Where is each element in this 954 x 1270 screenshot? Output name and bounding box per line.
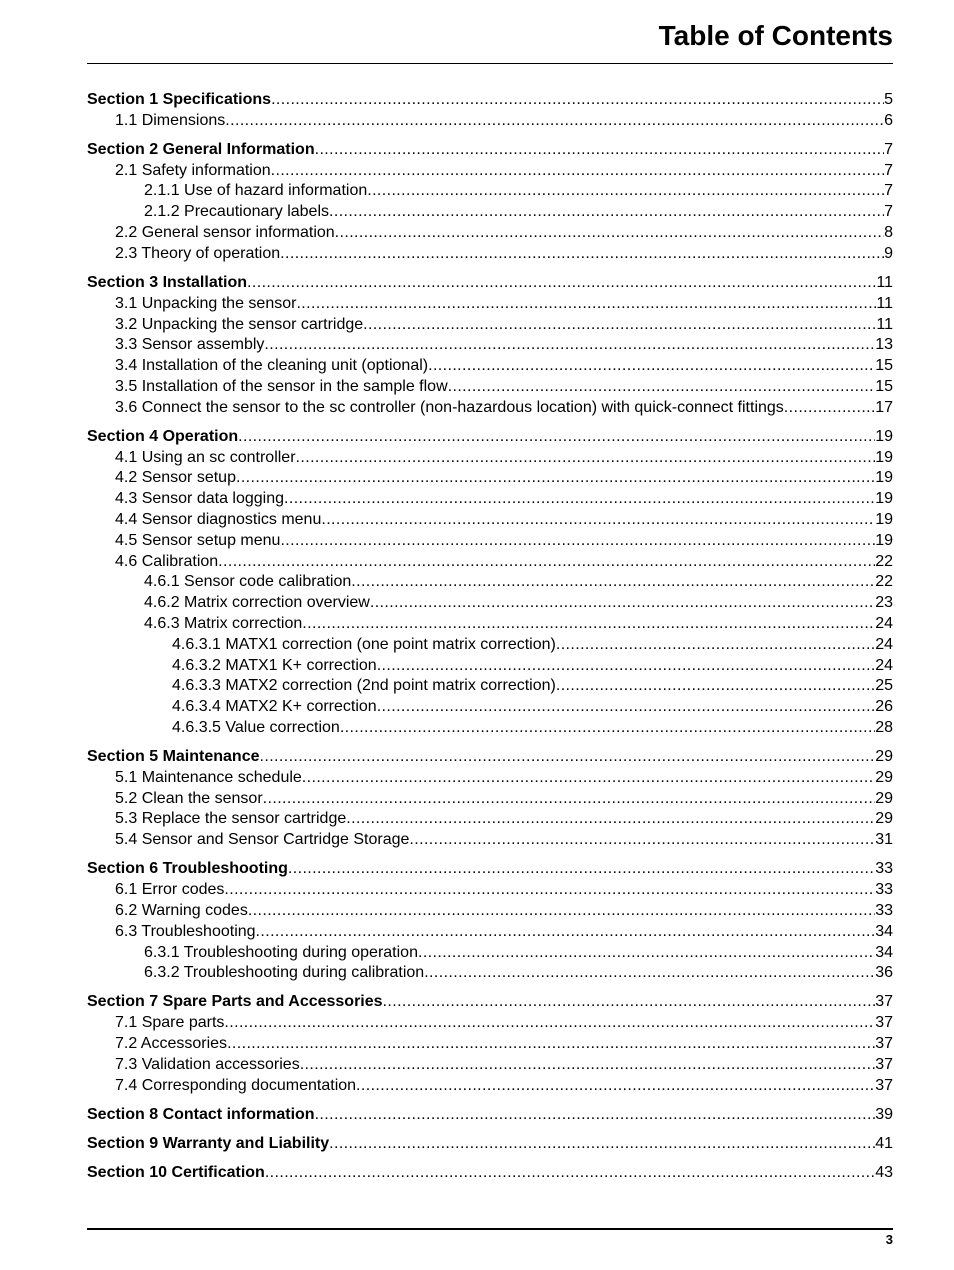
toc-entry-label: 1.1 Dimensions: [115, 111, 226, 129]
toc-entry-page: 29: [875, 789, 893, 807]
toc-entry-page: 6: [884, 111, 893, 129]
toc-entry-page: 36: [875, 964, 893, 982]
toc-entry-label: 4.6.3.4 MATX2 K+ correction: [172, 698, 377, 716]
toc-entry-label: 4.6.3 Matrix correction: [144, 615, 303, 633]
toc-entry-page: 29: [875, 748, 893, 766]
toc-entry-label: 4.3 Sensor data logging: [115, 490, 285, 508]
toc-entry-label: Section 10 Certification: [87, 1163, 265, 1181]
toc-entry[interactable]: [87, 614, 893, 635]
dot-leader: [288, 859, 875, 880]
toc-section-group: [87, 747, 893, 851]
toc-entry-label: 7.2 Accessories: [115, 1035, 228, 1053]
toc-section-group: [87, 992, 893, 1096]
toc-entry-page: 37: [875, 1055, 893, 1073]
toc-entry[interactable]: [87, 356, 893, 377]
dot-leader: [265, 1163, 875, 1184]
footer-divider: [87, 1228, 893, 1230]
page-number: 3: [885, 1232, 893, 1247]
toc-entry-label: 3.2 Unpacking the sensor cartridge: [115, 315, 364, 333]
toc-entry[interactable]: [87, 111, 893, 132]
dot-leader: [238, 427, 875, 448]
toc-entry-page: 22: [875, 552, 893, 570]
toc-entry-label: 3.3 Sensor assembly: [115, 336, 265, 354]
toc-entry-label: Section 2 General Information: [87, 140, 315, 158]
toc-section-group: [87, 90, 893, 132]
toc-entry[interactable]: [87, 656, 893, 677]
toc-entry-label: Section 4 Operation: [87, 427, 239, 445]
toc-entry-label: 4.6.3.3 MATX2 correction (2nd point matrix correction): [172, 677, 556, 695]
dot-leader: [377, 697, 876, 718]
toc-entry-label: 6.3 Troubleshooting: [115, 922, 256, 940]
toc-entry-page: 33: [875, 901, 893, 919]
toc-entry-page: 24: [875, 635, 893, 653]
toc-entry-page: 17: [875, 398, 893, 416]
toc-entry-page: 11: [876, 294, 893, 312]
toc-section-entry[interactable]: [87, 992, 893, 1013]
toc-entry[interactable]: [87, 593, 893, 614]
toc-section-entry[interactable]: [87, 273, 893, 294]
dot-leader: [247, 273, 876, 294]
toc-entry-label: Section 1 Specifications: [87, 91, 272, 108]
dot-leader: [351, 572, 875, 593]
toc-entry-page: 25: [875, 677, 893, 695]
toc-entry[interactable]: [87, 223, 893, 244]
toc-entry-page: 19: [875, 531, 893, 549]
dot-leader: [256, 922, 876, 943]
toc-entry-page: 19: [875, 469, 893, 487]
toc-entry-page: 5: [884, 91, 893, 108]
dot-leader: [377, 656, 876, 677]
toc-entry-page: 15: [875, 357, 893, 375]
toc-entry-label: Section 9 Warranty and Liability: [87, 1134, 330, 1152]
toc-entry-page: 7: [884, 182, 893, 200]
dot-leader: [448, 377, 876, 398]
toc-entry-page: 11: [876, 315, 893, 333]
toc-section-entry[interactable]: [87, 1134, 893, 1155]
dot-leader: [271, 161, 884, 182]
toc-entry-page: 19: [875, 511, 893, 529]
toc-entry-label: 3.5 Installation of the sensor in the sample flow: [115, 377, 448, 395]
toc-entry-label: 6.2 Warning codes: [115, 901, 248, 919]
toc-entry-page: 7: [884, 140, 893, 158]
page-title: Table of Contents: [658, 20, 893, 51]
toc-entry[interactable]: [87, 315, 893, 336]
dot-leader: [428, 356, 875, 377]
toc-section-entry[interactable]: [87, 747, 893, 768]
dot-leader: [424, 963, 875, 984]
toc-entry[interactable]: [87, 830, 893, 851]
dot-leader: [296, 448, 876, 469]
toc-entry-label: 3.1 Unpacking the sensor: [115, 294, 297, 312]
toc-entry-label: Section 7 Spare Parts and Accessories: [87, 993, 383, 1011]
dot-leader: [418, 943, 875, 964]
toc-entry[interactable]: [87, 1055, 893, 1076]
toc-entry-label: 6.3.1 Troubleshooting during operation: [144, 943, 418, 961]
toc-entry[interactable]: [87, 768, 893, 789]
toc-entry-page: 9: [884, 244, 893, 262]
toc-entry-label: 7.4 Corresponding documentation: [115, 1076, 357, 1094]
toc-entry[interactable]: [87, 335, 893, 356]
toc-entry[interactable]: [87, 880, 893, 901]
toc-entry[interactable]: [87, 244, 893, 265]
toc-entry-label: 4.2 Sensor setup: [115, 469, 236, 487]
dot-leader: [340, 718, 875, 739]
dot-leader: [224, 880, 875, 901]
toc-entry-label: 3.4 Installation of the cleaning unit (optional): [115, 357, 429, 375]
dot-leader: [315, 140, 884, 161]
dot-leader: [346, 809, 875, 830]
toc-entry[interactable]: [87, 901, 893, 922]
dot-leader: [321, 510, 875, 531]
toc-entry[interactable]: [87, 809, 893, 830]
toc-entry[interactable]: [87, 697, 893, 718]
toc-entry-label: 3.6 Connect the sensor to the sc controller (non-hazardous location) with quick-connect fittings: [115, 398, 784, 416]
toc-entry-label: 6.1 Error codes: [115, 881, 225, 899]
dot-leader: [367, 181, 884, 202]
toc-entry-page: 24: [875, 656, 893, 674]
toc-section-group: [87, 1134, 893, 1155]
dot-leader: [302, 768, 875, 789]
toc-entry-label: Section 8 Contact information: [87, 1105, 315, 1123]
toc-entry[interactable]: [87, 922, 893, 943]
toc-entry-label: 4.6.3.2 MATX1 K+ correction: [172, 656, 377, 674]
toc-entry[interactable]: [87, 294, 893, 315]
dot-leader: [363, 315, 876, 336]
toc-entry-label: 7.1 Spare parts: [115, 1014, 225, 1032]
dot-leader: [280, 531, 875, 552]
toc-entry[interactable]: [87, 531, 893, 552]
toc-entry-page: 26: [875, 698, 893, 716]
toc-entry[interactable]: [87, 718, 893, 739]
toc-entry-label: 4.6.1 Sensor code calibration: [144, 573, 352, 591]
dot-leader: [280, 244, 884, 265]
toc-entry[interactable]: [87, 489, 893, 510]
dot-leader: [409, 830, 875, 851]
dot-leader: [248, 901, 875, 922]
toc-section-entry[interactable]: [87, 427, 893, 448]
dot-leader: [296, 294, 876, 315]
dot-leader: [329, 1134, 875, 1155]
toc-section-entry[interactable]: [87, 90, 893, 111]
toc-entry-page: 7: [884, 203, 893, 221]
toc-entry-page: 37: [875, 993, 893, 1011]
toc-entry-page: 7: [884, 161, 893, 179]
dot-leader: [260, 747, 876, 768]
toc-entry-label: 2.1.1 Use of hazard information: [144, 182, 368, 200]
header-divider: [87, 63, 893, 64]
toc-entry-label: 4.6.3.5 Value correction: [172, 719, 340, 736]
toc-entry[interactable]: [87, 398, 893, 419]
toc-entry[interactable]: [87, 448, 893, 469]
toc-entry[interactable]: [87, 468, 893, 489]
toc-entry-page: 15: [875, 377, 893, 395]
table-of-contents: [87, 90, 893, 1192]
toc-entry-page: 33: [875, 881, 893, 899]
toc-entry-page: 34: [875, 922, 893, 940]
toc-entry[interactable]: [87, 1013, 893, 1034]
toc-section-entry[interactable]: [87, 1163, 893, 1184]
toc-section-entry[interactable]: [87, 140, 893, 161]
toc-entry-label: Section 5 Maintenance: [87, 748, 260, 766]
toc-entry[interactable]: [87, 572, 893, 593]
toc-entry-page: 41: [875, 1134, 893, 1152]
toc-entry-page: 23: [875, 594, 893, 612]
toc-entry-label: 6.3.2 Troubleshooting during calibration: [144, 964, 425, 982]
toc-entry-label: 5.2 Clean the sensor: [115, 789, 263, 807]
toc-entry-label: Section 6 Troubleshooting: [87, 860, 288, 878]
toc-entry-label: 4.6.3.1 MATX1 correction (one point matrix correction): [172, 635, 556, 653]
dot-leader: [302, 614, 875, 635]
toc-section-group: [87, 859, 893, 984]
toc-entry-label: 4.1 Using an sc controller: [115, 448, 296, 466]
toc-entry-label: 4.6.2 Matrix correction overview: [144, 594, 370, 612]
toc-section-entry[interactable]: [87, 859, 893, 880]
dot-leader: [225, 111, 884, 132]
toc-entry-label: 5.4 Sensor and Sensor Cartridge Storage: [115, 831, 410, 849]
dot-leader: [227, 1034, 875, 1055]
toc-entry[interactable]: [87, 676, 893, 697]
toc-entry-label: 7.3 Validation accessories: [115, 1055, 300, 1073]
toc-entry[interactable]: [87, 1034, 893, 1055]
toc-section-entry[interactable]: [87, 1105, 893, 1126]
dot-leader: [370, 593, 875, 614]
dot-leader: [271, 90, 884, 111]
toc-entry[interactable]: [87, 377, 893, 398]
dot-leader: [383, 992, 876, 1013]
toc-entry-label: 2.1 Safety information: [115, 161, 271, 179]
toc-entry-label: 4.6 Calibration: [115, 552, 219, 570]
toc-entry[interactable]: [87, 963, 893, 984]
toc-entry-page: 22: [875, 573, 893, 591]
dot-leader: [335, 223, 884, 244]
toc-entry-page: 8: [884, 224, 893, 242]
toc-entry-label: 4.5 Sensor setup menu: [115, 531, 281, 549]
toc-entry-page: 37: [875, 1014, 893, 1032]
toc-entry-page: 19: [875, 427, 893, 445]
dot-leader: [224, 1013, 875, 1034]
toc-entry-page: 24: [875, 615, 893, 633]
dot-leader: [284, 489, 875, 510]
toc-entry-label: 2.3 Theory of operation: [115, 244, 281, 262]
toc-entry[interactable]: [87, 789, 893, 810]
dot-leader: [556, 676, 875, 697]
toc-section-group: [87, 273, 893, 419]
dot-leader: [315, 1105, 876, 1126]
toc-entry-page: 33: [875, 860, 893, 878]
toc-entry-page: 37: [875, 1076, 893, 1094]
toc-entry-page: 19: [875, 448, 893, 466]
toc-entry-label: 2.2 General sensor information: [115, 224, 335, 242]
dot-leader: [218, 552, 875, 573]
toc-entry-page: 19: [875, 490, 893, 508]
toc-entry-page: 31: [875, 831, 893, 849]
toc-entry-page: 29: [875, 810, 893, 828]
toc-entry-label: 4.4 Sensor diagnostics menu: [115, 511, 322, 529]
toc-entry-page: 43: [875, 1163, 893, 1181]
toc-entry[interactable]: [87, 161, 893, 182]
toc-entry-page: 11: [876, 273, 893, 291]
toc-entry-page: 39: [875, 1105, 893, 1123]
dot-leader: [263, 789, 876, 810]
toc-entry[interactable]: [87, 202, 893, 223]
dot-leader: [784, 398, 875, 419]
toc-entry[interactable]: [87, 943, 893, 964]
toc-entry-label: 5.1 Maintenance schedule: [115, 768, 302, 786]
toc-entry-page: 29: [875, 768, 893, 786]
toc-entry-page: 13: [875, 336, 893, 354]
toc-entry-label: Section 3 Installation: [87, 273, 248, 291]
toc-entry-page: 28: [875, 719, 893, 736]
toc-entry[interactable]: [87, 552, 893, 573]
toc-entry[interactable]: [87, 1076, 893, 1097]
toc-entry-label: 5.3 Replace the sensor cartridge: [115, 810, 347, 828]
dot-leader: [556, 635, 875, 656]
dot-leader: [300, 1055, 876, 1076]
dot-leader: [356, 1076, 875, 1097]
toc-entry-page: 37: [875, 1035, 893, 1053]
toc-section-group: [87, 140, 893, 265]
toc-entry[interactable]: [87, 510, 893, 531]
toc-entry-page: 34: [875, 943, 893, 961]
toc-entry[interactable]: [87, 635, 893, 656]
toc-entry[interactable]: [87, 181, 893, 202]
dot-leader: [329, 202, 884, 223]
toc-section-group: [87, 1105, 893, 1126]
toc-section-group: [87, 427, 893, 739]
toc-entry-label: 2.1.2 Precautionary labels: [144, 203, 329, 221]
dot-leader: [236, 468, 875, 489]
dot-leader: [264, 335, 875, 356]
toc-section-group: [87, 1163, 893, 1184]
